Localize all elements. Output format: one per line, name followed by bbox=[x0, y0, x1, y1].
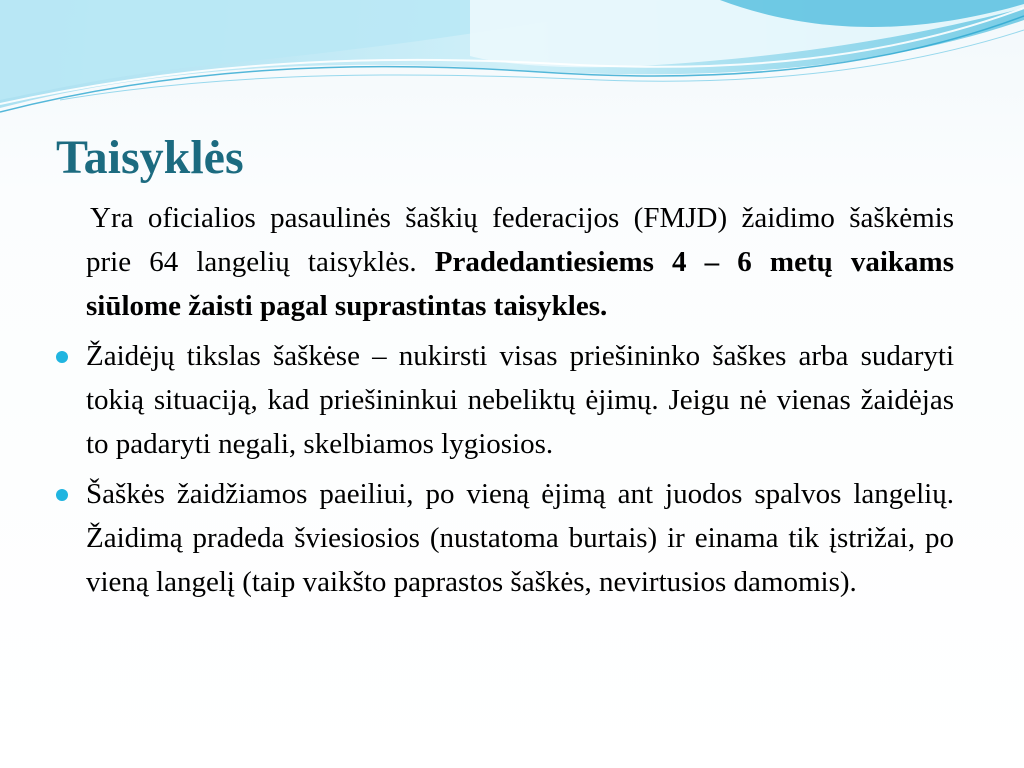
bullet-item bbox=[86, 472, 954, 604]
bullet-text: Žaidėjų tikslas šaškėse – nukirsti visas priešininko šaškes arba sudaryti tokią situaciją, kad priešininkui nebeliktų ėjimų. Jeigu nė vienas žaidėjas to padaryti negali, skelbiamos lygiosios. bbox=[86, 340, 954, 460]
intro-bold-text: Pradedantiesiems 4 – 6 metų vaikams siūlome žaisti pagal suprastintas taisykles. bbox=[86, 246, 955, 322]
bullet-icon bbox=[56, 351, 68, 363]
slide-title: Taisyklės bbox=[56, 131, 244, 184]
intro-text: Yra oficialios pasaulinės šaškių federacijos (FMJD) žaidimo šaškėmis prie 64 langelių taisyklės. bbox=[86, 202, 954, 278]
bullet-item bbox=[86, 334, 954, 466]
slide-content bbox=[86, 196, 954, 604]
bullet-text: Šaškės žaidžiamos paeiliui, po vieną ėjimą ant juodos spalvos langelių. Žaidimą pradeda šviesiosios (nustatoma burtais) ir einama tik įstrižai, po vieną langelį (taip vaikšto paprastos šaškės, nevirtusios damomis). bbox=[86, 478, 954, 598]
intro-paragraph bbox=[86, 196, 954, 328]
bullet-icon bbox=[56, 489, 68, 501]
wave-decoration bbox=[0, 0, 1024, 130]
